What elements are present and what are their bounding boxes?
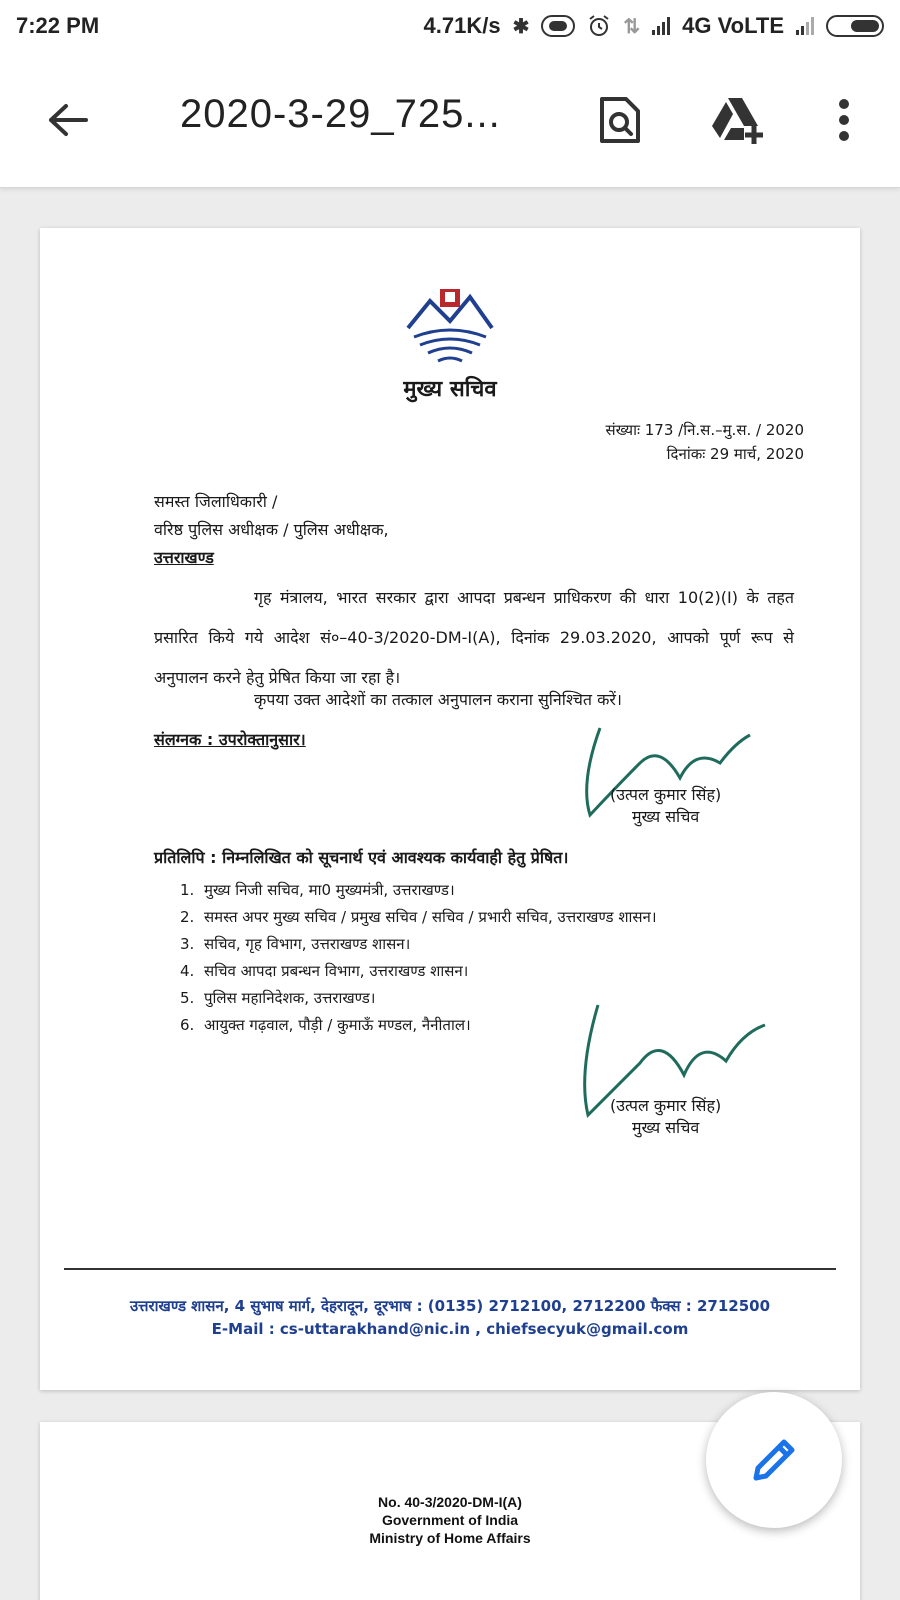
document-title: 2020-3-29_725... bbox=[180, 92, 501, 136]
addressee-line: समस्त जिलाधिकारी / bbox=[154, 492, 278, 511]
pencil-icon bbox=[748, 1434, 800, 1486]
network-speed: 4.71K/s bbox=[423, 13, 501, 38]
app-bar bbox=[0, 52, 900, 188]
signal-icon bbox=[652, 17, 670, 35]
status-indicators bbox=[424, 13, 884, 39]
list-item: 2. समस्त अपर मुख्य सचिव / प्रमुख सचिव / सचिव / प्रभारी सचिव, उत्तराखण्ड शासन। bbox=[180, 908, 657, 926]
addressee-line: उत्तराखण्ड bbox=[154, 548, 214, 567]
signatory-name: (उत्पल कुमार सिंह) bbox=[610, 1096, 722, 1115]
signature-block bbox=[610, 1094, 721, 1138]
network-type: 4G VoLTE bbox=[682, 13, 784, 38]
battery-icon bbox=[826, 15, 884, 37]
letter-date: दिनांकः 29 मार्च, 2020 bbox=[666, 445, 804, 463]
list-item: 4. सचिव आपदा प्रबन्धन विभाग, उत्तराखण्ड शासन। bbox=[180, 962, 469, 980]
more-options-button[interactable] bbox=[816, 92, 872, 148]
bluetooth-icon: ✱ bbox=[512, 15, 530, 38]
body-paragraph: कृपया उक्त आदेशों का तत्काल अनुपालन कराना सुनिश्चित करें। bbox=[254, 690, 623, 709]
add-to-drive-button[interactable] bbox=[710, 92, 766, 148]
status-bar bbox=[0, 0, 900, 52]
document-page-1 bbox=[40, 228, 860, 1390]
status-time: 7:22 PM bbox=[16, 13, 100, 38]
list-item: 5. पुलिस महानिदेशक, उत्तराखण्ड। bbox=[180, 989, 376, 1007]
signatory-title: मुख्य सचिव bbox=[631, 1118, 700, 1137]
more-vertical-icon bbox=[834, 96, 854, 144]
edit-fab-button[interactable] bbox=[706, 1392, 842, 1528]
arrow-left-icon bbox=[46, 102, 90, 138]
footer-divider bbox=[64, 1268, 836, 1270]
signal-2-icon bbox=[796, 17, 814, 35]
footer-email: E-Mail : cs-uttarakhand@nic.in , chiefsecyuk@gmail.com bbox=[211, 1320, 689, 1338]
drive-add-icon bbox=[710, 96, 766, 144]
headphones-icon bbox=[541, 15, 575, 37]
addressee-line: वरिष्ठ पुलिस अधीक्षक / पुलिस अधीक्षक, bbox=[154, 520, 389, 539]
data-transfer-icon: ⇅ bbox=[623, 15, 641, 38]
find-in-page-icon bbox=[598, 95, 642, 145]
reference-number: संख्याः 173 /नि.स.–मु.स. / 2020 bbox=[605, 421, 804, 439]
body-paragraph: गृह मंत्रालय, भारत सरकार द्वारा आपदा प्रबन्धन प्राधिकरण की धारा 10(2)(I) के तहत प्रसारित किये गये आदेश सं०–40-3/2020-DM-I(A), दिनांक 29.03.2020, आपको पूर्ण रूप से अनुपालन करने हेतु प्रेषित किया जा रहा है। bbox=[154, 588, 794, 687]
page2-order-number: No. 40-3/2020-DM-I(A) bbox=[378, 1494, 522, 1510]
footer-address: उत्तराखण्ड शासन, 4 सुभाष मार्ग, देहरादून, दूरभाष : (0135) 2712100, 2712200 फैक्स : 2712500 bbox=[129, 1297, 771, 1315]
list-item: 1. मुख्य निजी सचिव, मा0 मुख्यमंत्री, उत्तराखण्ड। bbox=[180, 881, 455, 899]
office-title: मुख्य सचिव bbox=[403, 377, 497, 402]
enclosure-note: संलग्नक : उपरोक्तानुसार। bbox=[154, 730, 306, 749]
list-item: 3. सचिव, गृह विभाग, उत्तराखण्ड शासन। bbox=[180, 935, 411, 953]
copy-to-heading: प्रतिलिपि : निम्नलिखित को सूचनार्थ एवं आवश्यक कार्यवाही हेतु प्रेषित। bbox=[154, 848, 569, 867]
back-button[interactable] bbox=[40, 96, 96, 144]
list-item: 6. आयुक्त गढ़वाल, पौड़ी / कुमाऊँ मण्डल, नैनीताल। bbox=[180, 1016, 471, 1034]
signature-block bbox=[610, 783, 721, 827]
uttarakhand-emblem-logo bbox=[400, 283, 500, 373]
signatory-name: (उत्पल कुमार सिंह) bbox=[610, 785, 722, 804]
page2-government: Government of India bbox=[381, 1512, 519, 1528]
alarm-icon bbox=[587, 14, 611, 38]
page2-ministry: Ministry of Home Affairs bbox=[369, 1530, 531, 1546]
find-in-document-button[interactable] bbox=[592, 92, 648, 148]
signatory-title: मुख्य सचिव bbox=[631, 807, 700, 826]
